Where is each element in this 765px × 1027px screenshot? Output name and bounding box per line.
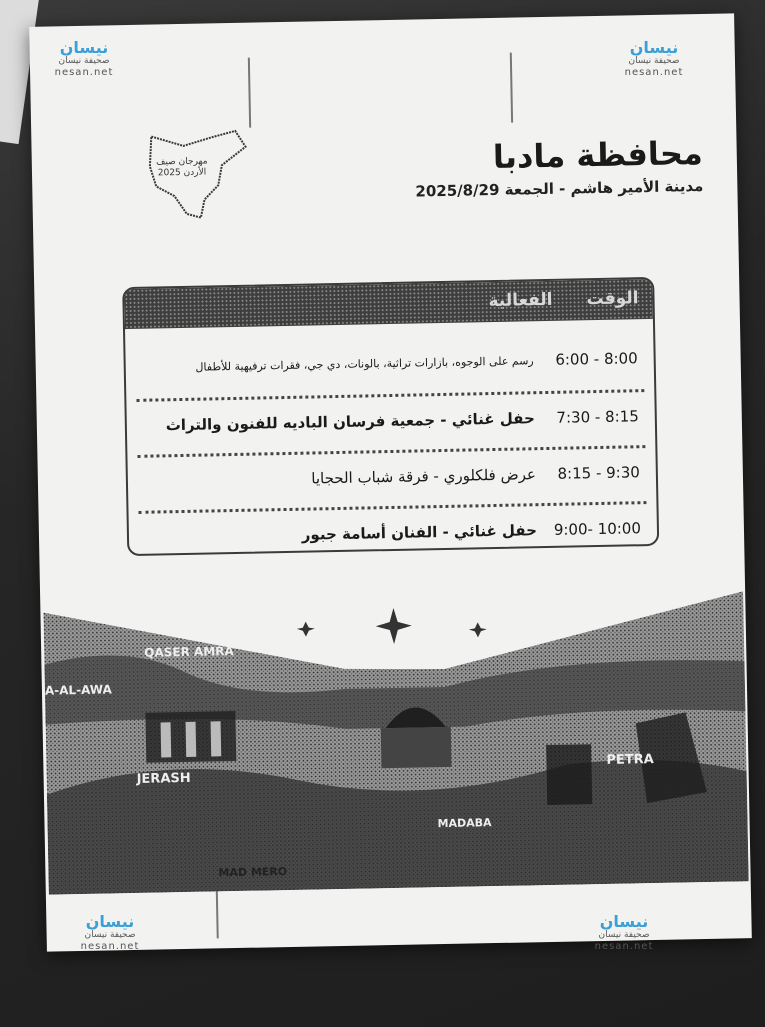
mural-label: JERASH — [136, 770, 191, 787]
row-event: رسم على الوجوه، بازارات تراثية، بالونات، دي جي، فقرات ترفيهية للأطفال — [195, 354, 534, 374]
watermark-name: صحيفة نيسان — [598, 930, 650, 940]
table-row — [129, 505, 658, 556]
page-title: محافظة مادبا — [492, 133, 704, 176]
watermark-url: nesan.net — [80, 941, 140, 952]
row-time: 9:00- 10:00 — [553, 519, 642, 539]
mural-label: PETRA — [606, 751, 654, 768]
page-subtitle: مدينة الأمير هاشم - الجمعة 2025/8/29 — [415, 176, 704, 201]
row-event: عرض فلكلوري - فرقة شباب الحجايا — [311, 465, 537, 488]
watermark-logo: نيسان — [59, 38, 109, 57]
watermark-url: nesan.net — [54, 67, 114, 78]
row-event: حفل غنائي - جمعية فرسان الباديه للفنون والتراث — [165, 409, 535, 435]
watermark-name: صحيفة نيسان — [628, 56, 680, 66]
mural-label: A-AL-AWA — [44, 682, 112, 698]
column-header-event: الفعالية — [488, 289, 553, 312]
watermark-logo: نيسان — [599, 912, 649, 931]
schedule-table — [122, 277, 659, 556]
jordan-landmarks-mural — [43, 591, 748, 894]
watermark-name: صحيفة نيسان — [58, 56, 110, 66]
watermark-bottom-right — [586, 914, 662, 952]
watermark-logo: نيسان — [85, 912, 135, 931]
column-header-time: الوقت — [586, 288, 639, 310]
watermark-name: صحيفة نيسان — [84, 930, 136, 940]
table-row — [126, 393, 655, 453]
watermark-bottom-left — [72, 914, 148, 952]
row-time: 7:30 - 8:15 — [556, 407, 639, 427]
watermark-logo: نيسان — [629, 38, 679, 57]
watermark-url: nesan.net — [624, 67, 684, 78]
crop-mark — [248, 58, 251, 128]
row-time: 6:00 - 8:00 — [555, 349, 638, 369]
watermark-top-right — [616, 40, 692, 78]
crop-mark — [510, 53, 513, 123]
row-event: حفل غنائي - الفنان أسامة جبور — [301, 521, 538, 544]
festival-stamp-text: مهرجان صيف الأردن 2025 — [156, 156, 208, 179]
table-row — [125, 335, 654, 395]
table-header — [124, 279, 653, 329]
watermark-top-left — [46, 40, 122, 78]
mural-label: QASER AMRA — [144, 644, 234, 660]
table-row — [128, 449, 657, 509]
mural-label: MAD MERO — [218, 865, 288, 880]
flyer-page — [29, 13, 752, 951]
row-time: 8:15 - 9:30 — [557, 463, 641, 483]
watermark-url: nesan.net — [594, 941, 654, 952]
mural-label: MADABA — [437, 816, 492, 831]
